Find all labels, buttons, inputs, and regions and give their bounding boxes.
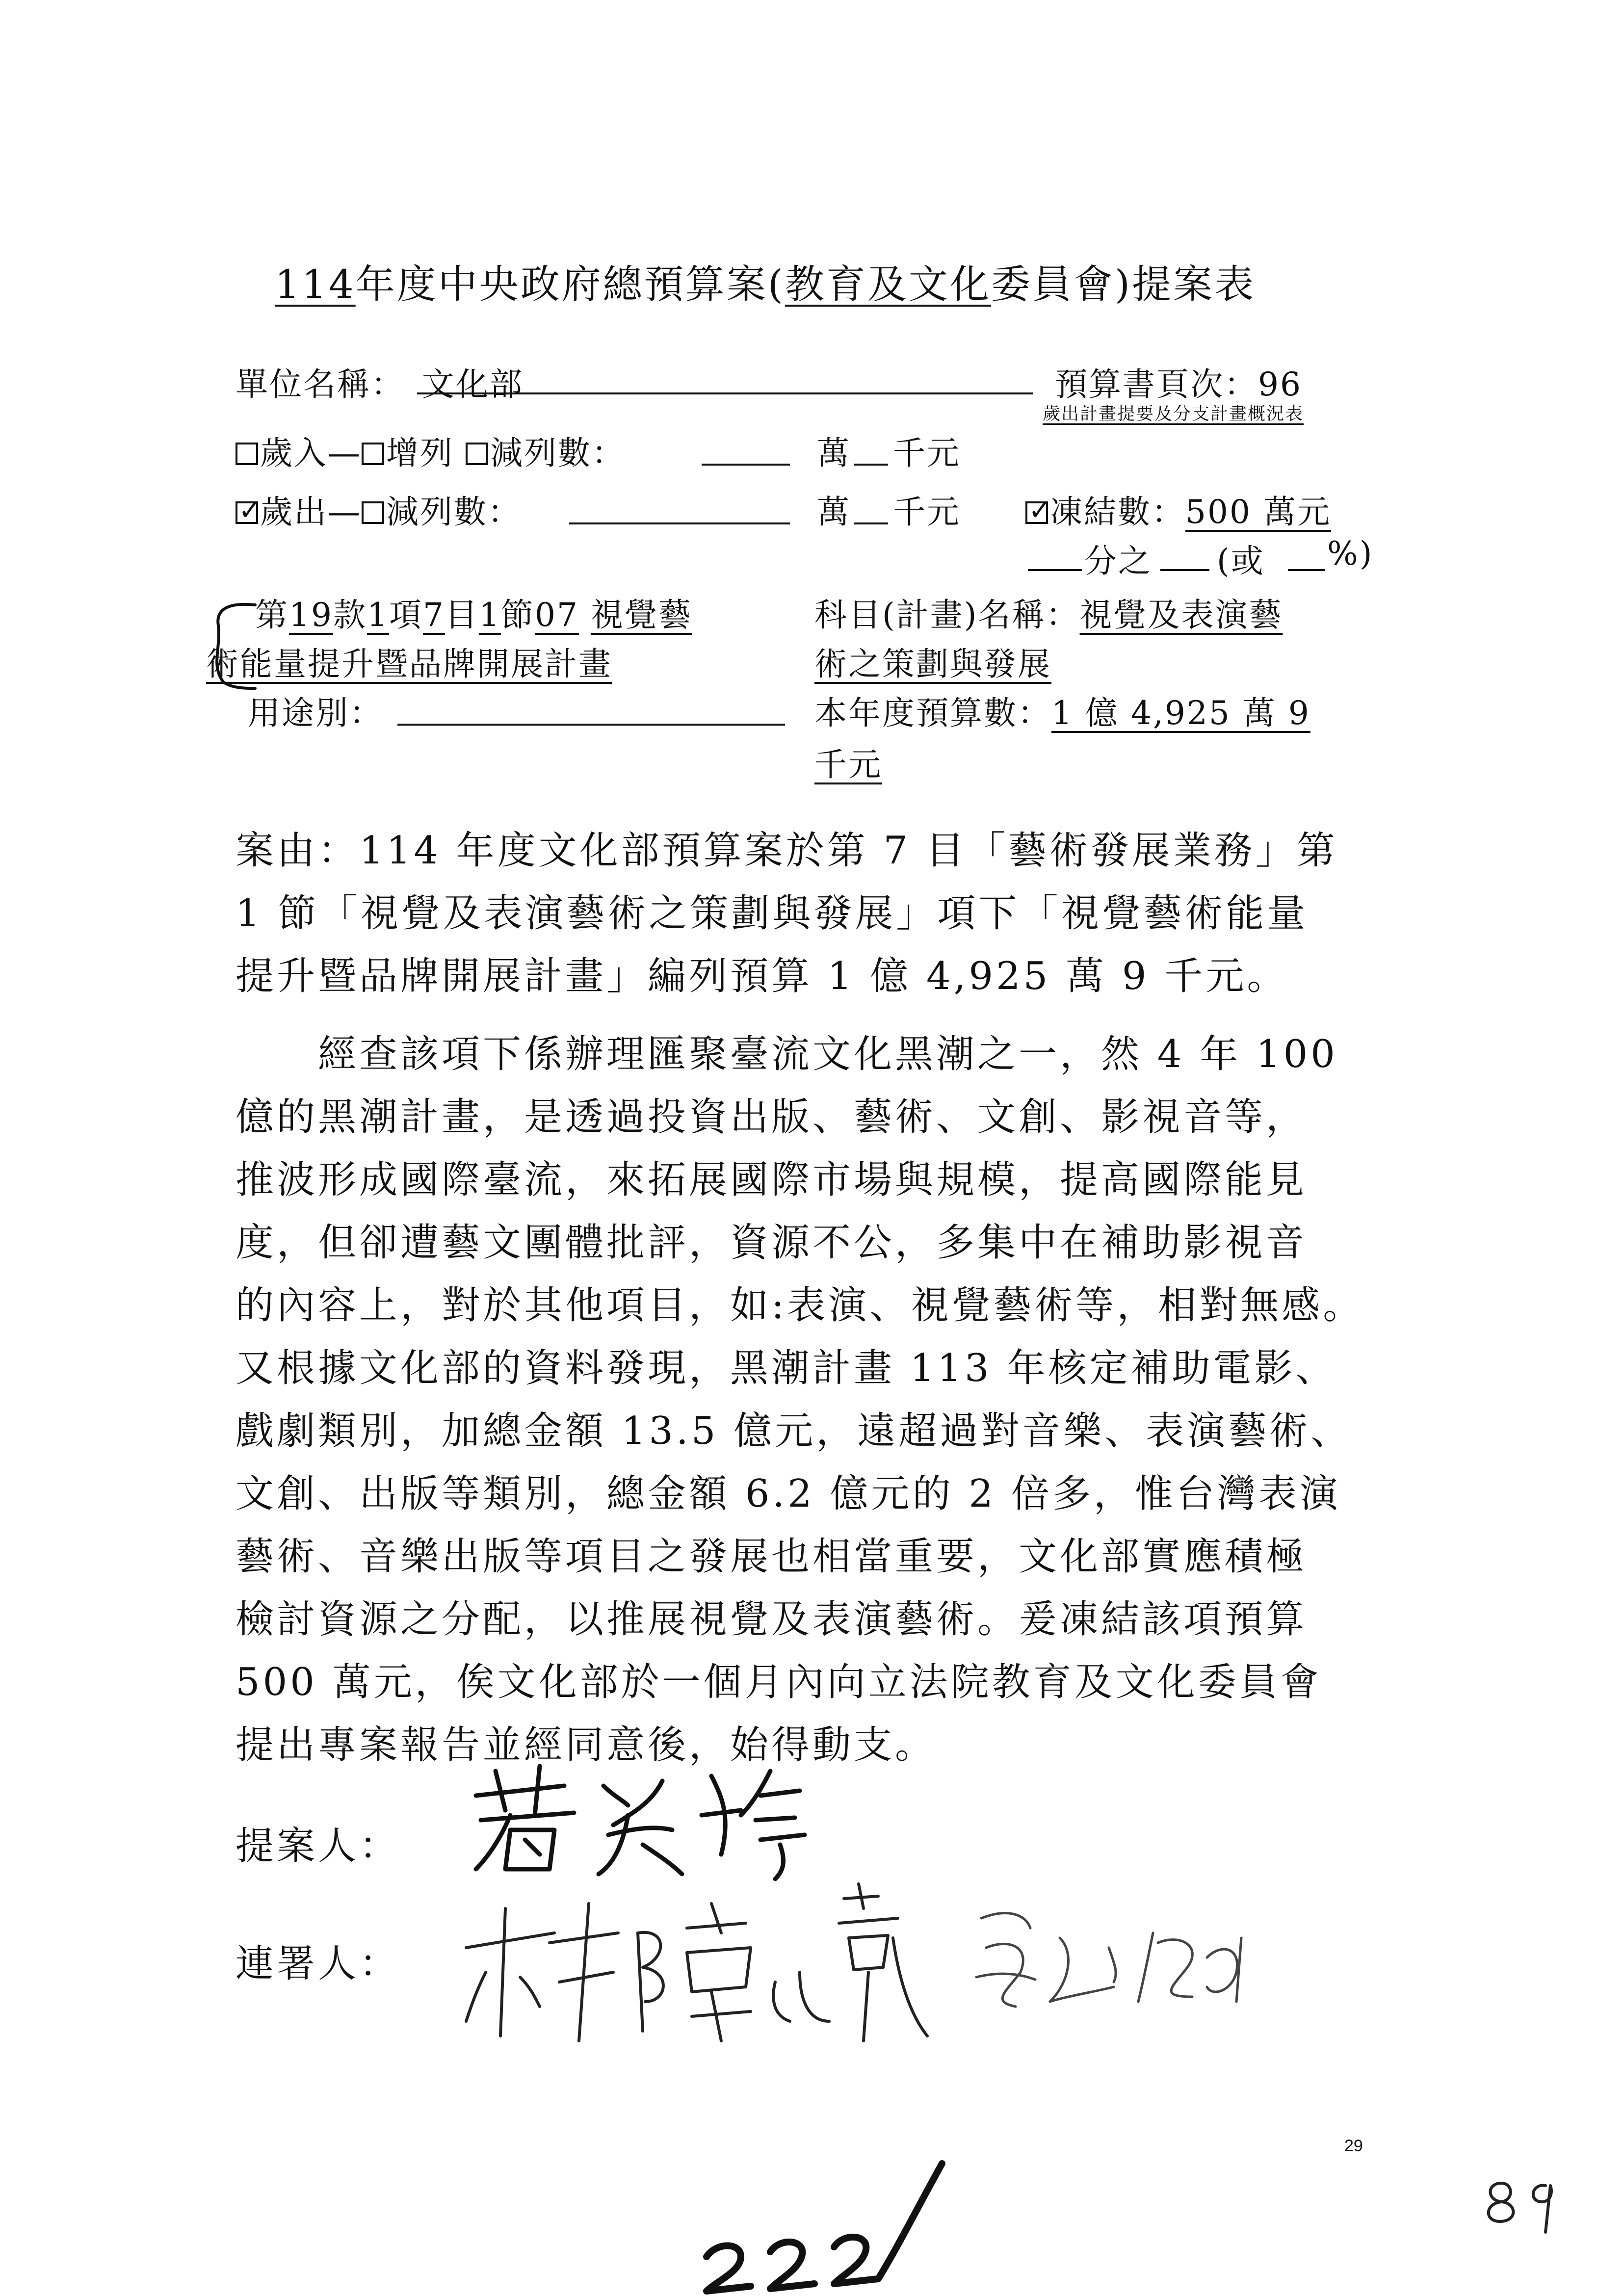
revenue-increase-checkbox[interactable] bbox=[362, 443, 384, 465]
proposer-label: 提案人： bbox=[236, 1824, 401, 1868]
expenditure-label: 歲出— bbox=[260, 493, 362, 531]
fraction-numerator-blank bbox=[1028, 569, 1082, 571]
item-kuan-no: 19 bbox=[289, 596, 333, 634]
freeze-value: 500 萬元 bbox=[1185, 493, 1331, 531]
body-line: 經查該項下係辦理匯聚臺流文化黑潮之一，然 4 年 100 bbox=[236, 1032, 1338, 1076]
body-line: 推波形成國際臺流，來拓展國際市場與規模，提高國際能見 bbox=[236, 1158, 1308, 1202]
item-xiang-no: 1 bbox=[367, 596, 389, 634]
item-mu: 目 bbox=[445, 596, 479, 634]
item-mu-no: 7 bbox=[422, 596, 445, 634]
usage-label: 用途別： bbox=[248, 694, 383, 732]
body-line: 戲劇類別，加總金額 13.5 億元，遠超過對音樂、表演藝術、 bbox=[236, 1409, 1352, 1453]
revenue-qian-blank bbox=[854, 464, 888, 466]
body-line: 億的黑潮計畫，是透過投資出版、藝術、文創、影視音等， bbox=[236, 1095, 1308, 1139]
body-line: 又根據文化部的資料發現，黑潮計畫 113 年核定補助電影、 bbox=[236, 1346, 1337, 1390]
revenue-decrease-checkbox[interactable] bbox=[466, 443, 488, 465]
body-line: 文創、出版等類別，總金額 6.2 億元的 2 倍多，惟台灣表演 bbox=[236, 1472, 1341, 1516]
freeze-row bbox=[1025, 486, 1331, 532]
proposer-signature bbox=[466, 1756, 819, 1884]
expenditure-qian-blank bbox=[854, 522, 888, 524]
page-number: 29 bbox=[1344, 2137, 1363, 2155]
case-reason bbox=[236, 819, 1338, 1008]
item-jie-no: 1 bbox=[478, 596, 501, 634]
item-plan-name-2: 術能量提升暨品牌開展計畫 bbox=[206, 645, 612, 683]
item-xiang: 項 bbox=[389, 596, 423, 634]
fraction-huo: (或 bbox=[1217, 542, 1265, 580]
body-line: 檢討資源之分配，以推展視覺及表演藝術。爰凍結該項預算 bbox=[236, 1597, 1308, 1642]
cosigner-signatures bbox=[456, 1874, 1300, 2070]
body-line: 藝術、音樂出版等項目之發展也相當重要，文化部實應積極 bbox=[236, 1535, 1308, 1579]
case-reason-line: 案由：114 年度文化部預算案於第 7 目「藝術發展業務」第 bbox=[236, 829, 1338, 873]
revenue-row bbox=[236, 427, 626, 473]
title-year: 114 bbox=[275, 261, 356, 307]
subject-label: 科目(計畫)名稱： bbox=[814, 596, 1080, 634]
expenditure-wan-blank bbox=[569, 522, 790, 524]
expenditure-decrease-checkbox[interactable] bbox=[362, 501, 384, 524]
current-budget-value-1: 1 億 4,925 萬 9 bbox=[1051, 694, 1310, 732]
item-line-1 bbox=[255, 589, 692, 635]
title-text-before: 年度中央政府總預算案( bbox=[355, 261, 785, 307]
revenue-income-checkbox[interactable] bbox=[236, 443, 258, 465]
item-kuan: 款 bbox=[333, 596, 367, 634]
freeze-checkbox[interactable] bbox=[1025, 501, 1048, 524]
fraction-fen-zhi: 分之 bbox=[1084, 542, 1152, 580]
current-budget-value-2: 千元 bbox=[814, 746, 882, 783]
case-reason-line: 提升暨品牌開展計畫」編列預算 1 億 4,925 萬 9 千元。 bbox=[236, 954, 1288, 998]
unit-name-underline bbox=[417, 392, 1033, 394]
unit-name-value: 文化部 bbox=[422, 365, 524, 403]
fraction-percent: %) bbox=[1327, 535, 1374, 573]
item-plan-no: 07 bbox=[534, 596, 579, 634]
title-committee: 教育及文化 bbox=[785, 261, 991, 307]
case-reason-line: 1 節「視覺及表演藝術之策劃與發展」項下「視覺藝術能量 bbox=[236, 891, 1309, 936]
title-text-after: 委員會)提案表 bbox=[991, 261, 1256, 307]
revenue-income-label: 歲入— bbox=[260, 434, 362, 472]
expenditure-checkbox[interactable] bbox=[236, 501, 258, 524]
revenue-qianyuan: 千元 bbox=[893, 434, 961, 472]
unit-name-label: 單位名稱： bbox=[236, 365, 405, 403]
document-title bbox=[275, 253, 1256, 309]
current-budget-line-1 bbox=[814, 687, 1310, 733]
subject-line-1 bbox=[814, 589, 1283, 635]
body-line: 500 萬元，俟文化部於一個月內向立法院教育及文化委員會 bbox=[236, 1660, 1322, 1704]
budget-page-label: 預算書頁次：96 bbox=[1055, 365, 1302, 403]
subject-name-1: 視覺及表演藝 bbox=[1079, 596, 1283, 634]
revenue-increase-label: 增列 bbox=[386, 434, 454, 472]
item-jie: 節 bbox=[500, 596, 535, 634]
body-line: 提出專案報告並經同意後，始得動支。 bbox=[236, 1723, 937, 1767]
revenue-decrease-label: 減列數： bbox=[490, 434, 626, 472]
current-budget-label: 本年度預算數： bbox=[814, 694, 1051, 732]
budget-page-sub: 歲出計畫提要及分支計畫概況表 bbox=[1043, 404, 1304, 424]
body-line: 度，但卻遭藝文團體批評，資源不公，多集中在補助影視音 bbox=[236, 1221, 1308, 1265]
fraction-denominator-blank bbox=[1160, 569, 1209, 571]
body-line: 的內容上，對於其他項目，如:表演、視覺藝術等，相對無感。 bbox=[236, 1283, 1364, 1328]
expenditure-qianyuan: 千元 bbox=[893, 493, 961, 531]
usage-blank bbox=[397, 724, 785, 726]
expenditure-wan: 萬 bbox=[817, 493, 851, 531]
freeze-label: 凍結數： bbox=[1050, 493, 1185, 531]
item-plan-name-1: 視覺藝 bbox=[590, 596, 692, 634]
cosigner-label: 連署人： bbox=[236, 1942, 401, 1986]
fraction-percent-blank bbox=[1288, 569, 1325, 571]
revenue-wan-blank bbox=[702, 464, 790, 466]
handwritten-number-bottom bbox=[687, 2149, 962, 2296]
body-paragraph bbox=[236, 1023, 1364, 1776]
item-di: 第 bbox=[255, 596, 289, 634]
subject-name-2: 術之策劃與發展 bbox=[814, 645, 1051, 683]
handwritten-number-right bbox=[1477, 2164, 1565, 2237]
revenue-wan: 萬 bbox=[817, 434, 851, 472]
expenditure-row bbox=[236, 486, 522, 532]
expenditure-decrease-label: 減列數： bbox=[386, 493, 522, 531]
